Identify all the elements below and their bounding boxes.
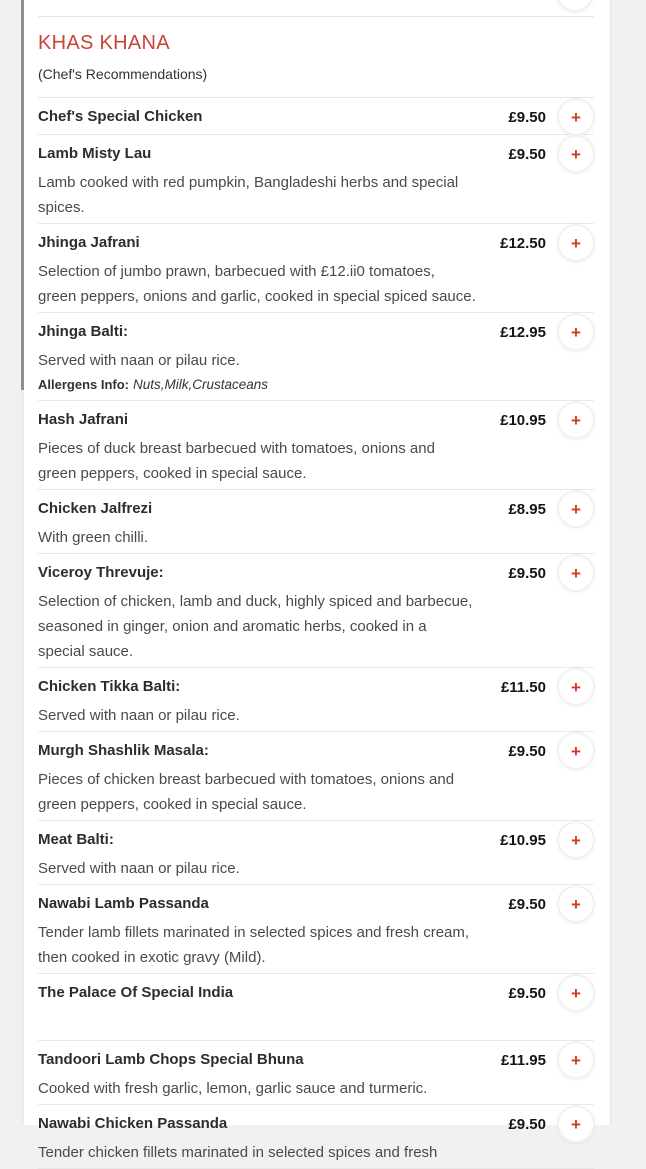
item-description [38,170,508,220]
plus-icon: + [571,741,581,761]
section-header [38,17,594,98]
menu-item-row [38,554,594,668]
menu-item-row [38,974,594,1041]
add-item-button[interactable] [559,226,593,260]
item-description-line: Served with naan or pilau rice. [38,860,240,877]
item-description-line: Tender chicken fillets marinated in selected spices and fresh [38,1144,438,1161]
plus-icon: + [571,1050,581,1070]
allergens-value: Nuts,Milk,Crustaceans [133,377,269,392]
item-head [38,140,594,168]
item-description-line: Served with naan or pilau rice. [38,707,240,724]
item-price: £10.95 [500,411,546,429]
item-price: £11.95 [500,1051,546,1069]
item-name: Jhinga Balti: [38,323,129,340]
item-description-line: green peppers, cooked in special sauce. [38,796,307,813]
item-head [38,890,594,918]
item-name: Nawabi Chicken Passanda [38,1115,228,1132]
item-price: £9.50 [508,742,546,760]
item-description-line: Served with naan or pilau rice. [38,352,240,369]
item-description-line: Lamb cooked with red pumpkin, Bangladeshi herbs and special [38,174,459,191]
item-description-line: green peppers, onions and garlic, cooked in special spiced sauce. [38,288,476,305]
menu-item-row [38,885,594,974]
plus-icon: + [571,894,581,914]
plus-icon: + [571,983,581,1003]
item-head [38,495,594,523]
item-price: £9.50 [508,895,546,913]
item-description [38,1140,508,1165]
item-head [38,318,594,346]
left-gutter [0,0,24,1125]
menu-item-row [38,1105,594,1169]
item-name: Viceroy Threvuje: [38,564,164,581]
add-item-button[interactable] [559,823,593,857]
item-description [38,856,508,881]
item-description-line: spices. [38,199,85,216]
menu-item-row [38,732,594,821]
item-head [38,826,594,854]
item-description [38,348,508,373]
item-head [38,979,594,1007]
item-description [38,436,508,486]
menu-item-row [38,98,594,135]
item-name: Jhinga Jafrani [38,234,140,251]
item-description [38,1076,508,1101]
item-spacer [38,1007,594,1037]
item-price: £9.50 [508,564,546,582]
plus-icon: + [571,677,581,697]
item-name: The Palace Of Special India [38,984,234,1001]
item-name: Lamb Misty Lau [38,145,152,162]
item-price: £9.50 [508,108,546,126]
item-description [38,920,508,970]
menu-item-row [38,668,594,732]
menu-item-row [38,224,594,313]
add-item-button[interactable] [559,1107,593,1141]
item-head [38,103,594,131]
item-price: £8.95 [508,500,546,518]
item-head [38,1046,594,1074]
item-price: £9.50 [508,1115,546,1133]
menu-item-row [38,313,594,401]
add-item-button[interactable] [559,1043,593,1077]
item-price: £12.50 [500,234,546,252]
item-description-line: Tender lamb fillets marinated in selected spices and fresh cream, [38,924,470,941]
menu-item-row [38,490,594,554]
item-description-line: Cooked with fresh garlic, lemon, garlic sauce and turmeric. [38,1080,428,1097]
add-item-button[interactable] [559,137,593,171]
add-item-button[interactable] [559,670,593,704]
item-description [38,703,508,728]
item-description-line: Pieces of duck breast barbecued with tomatoes, onions and [38,440,435,457]
item-name: Chicken Jalfrezi [38,500,153,517]
item-price: £9.50 [508,145,546,163]
section-subtitle: (Chef's Recommendations) [38,66,208,82]
plus-icon: + [571,563,581,583]
item-price: £12.95 [500,323,546,341]
item-description-line: Selection of chicken, lamb and duck, highly spiced and barbecue, [38,593,473,610]
item-description [38,589,508,664]
menu-card [24,0,610,1161]
allergens-label: Allergens Info: [38,377,130,392]
item-description-line: seasoned in ginger, onion and aromatic herbs, cooked in a [38,618,427,635]
plus-icon: + [571,144,581,164]
item-head [38,229,594,257]
add-item-button[interactable] [559,887,593,921]
previous-item-partial-row [38,0,594,17]
menu-item-list [38,98,594,1169]
plus-icon: + [571,322,581,342]
item-description [38,525,508,550]
add-item-button[interactable] [559,556,593,590]
add-item-button[interactable] [559,976,593,1010]
item-price: £9.50 [508,984,546,1002]
item-description [38,259,508,309]
add-item-button[interactable] [559,403,593,437]
item-price: £11.50 [500,678,546,696]
plus-icon: + [571,107,581,127]
item-description-line: With green chilli. [38,529,149,546]
item-name: Chef's Special Chicken [38,108,203,125]
item-name: Chicken Tikka Balti: [38,678,181,695]
menu-item-row [38,135,594,224]
item-description-line: green peppers, cooked in special sauce. [38,465,307,482]
item-head [38,406,594,434]
section-title: KHAS KHANA [38,32,170,54]
item-head [38,737,594,765]
item-name: Tandoori Lamb Chops Special Bhuna [38,1051,304,1068]
item-description-line: Pieces of chicken breast barbecued with tomatoes, onions and [38,771,455,788]
right-gutter [610,0,646,1125]
item-name: Hash Jafrani [38,411,129,428]
plus-icon: + [571,830,581,850]
item-head [38,559,594,587]
plus-icon: + [571,233,581,253]
plus-icon: + [571,1114,581,1134]
item-name: Murgh Shashlik Masala: [38,742,209,759]
item-head [38,673,594,701]
plus-icon: + [571,410,581,430]
menu-item-row [38,401,594,490]
add-item-button[interactable] [559,734,593,768]
plus-icon: + [571,499,581,519]
add-item-button-partial[interactable] [558,0,592,10]
item-name: Meat Balti: [38,831,114,848]
add-item-button[interactable] [559,492,593,526]
item-name: Nawabi Lamb Passanda [38,895,209,912]
item-head [38,1110,594,1138]
menu-item-row [38,1041,594,1105]
item-description-line: special sauce. [38,643,134,660]
add-item-button[interactable] [559,315,593,349]
add-item-button[interactable] [559,100,593,134]
item-description [38,767,508,817]
menu-item-row [38,821,594,885]
item-price: £10.95 [500,831,546,849]
item-allergens [38,373,594,397]
item-description-line: Selection of jumbo prawn, barbecued with £12.ii0 tomatoes, [38,263,435,280]
item-description-line: then cooked in exotic gravy (Mild). [38,949,266,966]
